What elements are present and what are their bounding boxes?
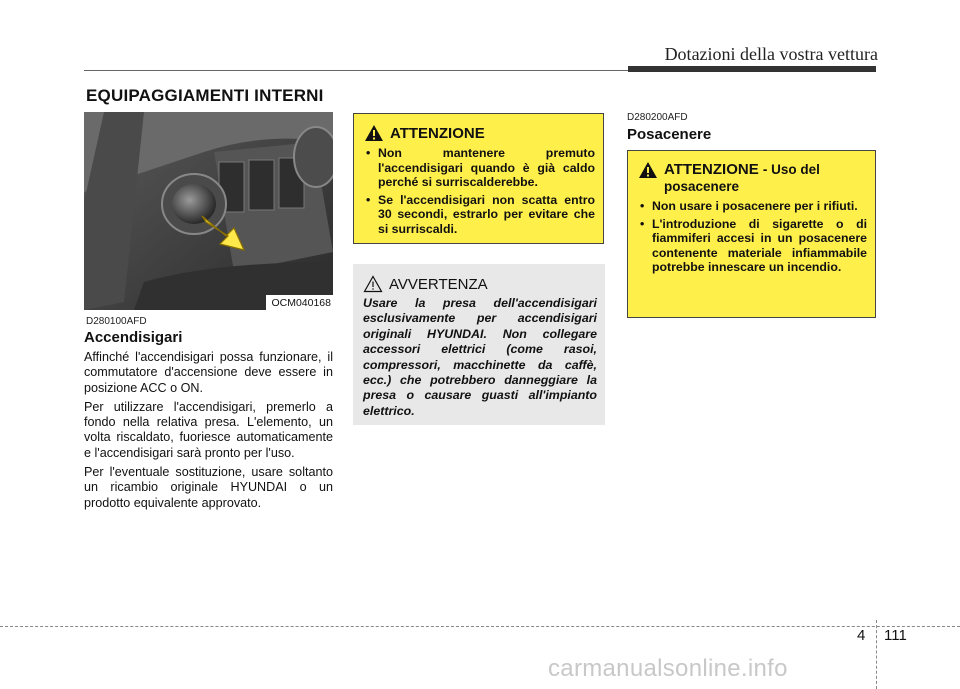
attenzione-item: • Se l'accendisigari non scatta entro 30 secondi, estrarlo per evitare che si surriscaldi. [364,193,595,237]
attenzione-ashtray-title-main: ATTENZIONE [664,161,759,178]
attenzione-box-lighter [353,113,604,244]
avvertenza-box [353,264,605,425]
attenzione-ashtray-item: • Non usare i posacenere per i rifiuti. [638,199,867,214]
attenzione-heading [364,124,595,142]
attenzione-title: ATTENZIONE [390,124,485,142]
attenzione-ashtray-title [664,161,867,195]
lighter-body [84,350,333,515]
lighter-photo [84,112,333,310]
watermark: carmanualsonline.info [548,655,788,682]
warning-triangle-icon [364,124,384,142]
subhead-ashtray: Posacenere [627,126,712,143]
lighter-paragraph: Per l'eventuale sostituzione, usare soltanto un ricambio originale HYUNDAI o un prodotto equivalente approvato. [84,465,333,510]
subhead-lighter: Accendisigari [84,329,183,346]
footer-separator [876,620,877,689]
avvertenza-heading [363,275,597,293]
section-code-lighter: D280100AFD [86,316,147,327]
attenzione-box-ashtray [627,150,876,318]
page-number: 111 [884,627,907,644]
attenzione-ashtray-list [638,199,867,275]
avvertenza-title: AVVERTENZA [389,275,488,293]
chapter-number: 4 [857,627,866,644]
lighter-paragraph: Per utilizzare l'accendisigari, premerlo a fondo nella relativa presa. L'elemento, un volta riscaldato, fuoriesce automaticamente e l'accendisigari sarà pronto per l'uso. [84,399,333,460]
attenzione-ashtray-subtitle: - Uso del posacenere [664,162,820,194]
attenzione-item: • Non mantenere premuto l'accendisigari quando è già caldo perché si surriscalderebbe. [364,146,595,190]
footer-rule [0,626,960,627]
header-title: Dotazioni della vostra vettura [664,44,878,64]
lighter-paragraph: Affinché l'accendisigari possa funzionare, il commutatore d'accensione deve essere in posizione ACC o ON. [84,350,333,395]
caution-triangle-icon [363,275,383,293]
attenzione-ashtray-heading [638,161,867,195]
attenzione-ashtray-item: • L'introduzione di sigarette o di fiammiferi accesi in un posacenere contenente materiale infiammabile potrebbe innescare un incendio. [638,217,867,275]
avvertenza-text: Usare la presa dell'accendisigari esclusivamente per accendisigari originali HYUNDAI. Non collegare accessori elettrici (come rasoi, compressori, macchinette da caffè, ecc.) che potrebbero danneggiare la presa o causare guasti all'impianto elettrico. [363,296,597,418]
attenzione-list [364,146,595,237]
header-accent-bar [628,66,876,72]
section-code-ashtray: D280200AFD [627,112,688,123]
lighter-illustration [84,112,333,310]
photo-code: OCM040168 [266,295,333,310]
warning-triangle-icon [638,161,658,179]
section-title: EQUIPAGGIAMENTI INTERNI [86,86,324,105]
